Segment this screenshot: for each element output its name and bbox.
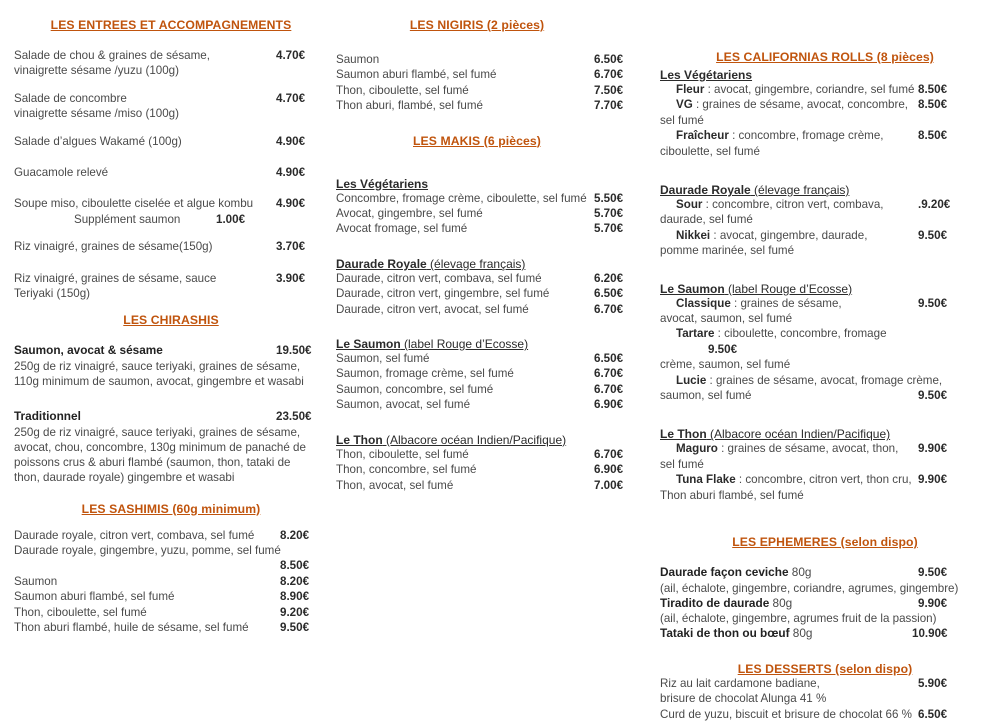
item-label: Salade de concombre <box>14 91 127 105</box>
menu-item <box>660 565 990 580</box>
group-heading <box>336 337 618 351</box>
menu-item <box>660 626 990 641</box>
item-price: 6.70€ <box>594 447 624 461</box>
menu-item-supplement <box>14 212 328 227</box>
section-heading-chirashis: LES CHIRASHIS <box>123 313 219 328</box>
item-detail: : graines de sésame, <box>730 296 842 310</box>
menu-item <box>14 543 328 558</box>
item-price: 9.90€ <box>918 442 948 456</box>
group-heading-note: (Albacore océan Indien/Pacifique) <box>706 427 891 442</box>
maki-group <box>336 337 624 413</box>
item-price: 9.50€ <box>918 228 948 242</box>
item-label: Thon, ciboulette, sel fumé <box>14 605 147 619</box>
item-label: Curd de yuzu, biscuit et brisure de chocolat 66 % <box>660 707 912 721</box>
item-label-cont: saumon, sel fumé <box>660 389 752 403</box>
menu-item <box>660 707 990 722</box>
item-label: Saumon, avocat, sel fumé <box>336 398 471 412</box>
item-label: Saumon, fromage crème, sel fumé <box>336 367 514 381</box>
section-heading-ephemeres: LES EPHEMERES (selon dispo) <box>732 535 918 550</box>
item-label: Thon, ciboulette, sel fumé <box>336 83 469 97</box>
item-price: 6.50€ <box>594 53 624 66</box>
item-label: Daurade royale, citron vert, combava, sel fumé <box>14 528 255 542</box>
california-group <box>660 282 990 404</box>
item-description: thon, daurade royale) gingembre et wasabi <box>14 471 235 485</box>
item-price: 8.90€ <box>280 590 310 604</box>
item-label: Avocat fromage, sel fumé <box>336 222 468 236</box>
item-detail: : avocat, gingembre, daurade, <box>710 228 868 242</box>
item-weight: 80g <box>789 626 813 641</box>
chirashis-list <box>14 343 328 485</box>
menu-item <box>660 228 990 243</box>
item-price: 7.70€ <box>594 99 624 113</box>
item-label: Thon, concombre, sel fumé <box>336 463 477 477</box>
item-price: 9.90€ <box>918 473 948 487</box>
item-price: 6.20€ <box>594 271 624 285</box>
item-label <box>660 626 813 640</box>
ephemeres-list <box>660 565 990 642</box>
item-label: Thon, avocat, sel fumé <box>336 478 454 492</box>
item-label: Guacamole relevé <box>14 166 109 180</box>
item-label-cont: Thon aburi flambé, sel fumé <box>660 488 804 502</box>
item-price: 5.70€ <box>594 207 624 221</box>
menu-item <box>660 596 990 611</box>
item-price: 9.90€ <box>918 596 948 610</box>
menu-item <box>336 382 624 397</box>
group-heading-name: Daurade Royale <box>336 256 427 271</box>
item-price: 9.50€ <box>280 620 310 634</box>
menu-item <box>660 472 990 487</box>
item-name: Sour <box>676 198 703 212</box>
group-heading-note: (label Rouge d’Ecosse) <box>724 281 853 296</box>
item-description: avocat, chou, concombre, 130g minimum de panaché de <box>14 440 306 454</box>
menu-item <box>336 447 624 462</box>
item-name: Traditionnel <box>14 409 81 424</box>
menu-item-price-line <box>660 342 990 357</box>
menu-item <box>14 196 328 211</box>
item-label <box>676 198 883 211</box>
menu-item <box>336 83 624 98</box>
item-detail: : graines de sésame, avocat, thon, <box>717 442 899 456</box>
california-group <box>660 183 990 259</box>
item-detail: : concombre, citron vert, thon cru, <box>735 473 912 487</box>
group-heading-name: Le Saumon <box>336 337 401 352</box>
item-price: 8.50€ <box>918 98 948 112</box>
menu-item <box>660 197 990 212</box>
menu-item <box>660 97 990 112</box>
menu-item <box>336 462 624 477</box>
item-label <box>676 297 842 310</box>
item-detail: : concombre, fromage crème, <box>728 129 884 143</box>
item-label: Riz vinaigré, graines de sésame(150g) <box>14 240 213 254</box>
item-label <box>676 374 942 387</box>
menu-item <box>336 98 624 113</box>
item-label <box>676 473 912 486</box>
group-heading-name: Le Thon <box>336 432 383 447</box>
item-detail: : avocat, gingembre, coriandre, sel fumé <box>704 83 915 96</box>
group-heading-name: Daurade Royale <box>660 183 751 198</box>
menu-item <box>660 82 990 97</box>
menu-item <box>14 605 328 620</box>
item-label: Avocat, gingembre, sel fumé <box>336 207 483 221</box>
item-label <box>676 98 908 111</box>
menu-item <box>336 478 624 493</box>
menu-item <box>336 286 624 301</box>
item-price: 9.50€ <box>918 389 948 403</box>
item-label-cont: sel fumé <box>660 113 704 127</box>
group-heading-note: (label Rouge d’Ecosse) <box>400 337 529 352</box>
item-name: Fraîcheur <box>676 129 729 143</box>
menu-item <box>14 91 328 106</box>
item-name: Tataki de thon ou bœuf <box>660 626 790 641</box>
menu-item <box>336 67 624 82</box>
item-price: 9.50€ <box>708 342 738 356</box>
item-label <box>676 129 884 142</box>
item-detail: : graines de sésame, avocat, fromage crème, <box>706 373 943 387</box>
item-label: Saumon, sel fumé <box>336 352 430 366</box>
item-label-cont: avocat, saumon, sel fumé <box>660 312 793 326</box>
menu-item <box>660 676 990 691</box>
item-detail: : ciboulette, concombre, fromage <box>714 327 887 341</box>
item-description: 250g de riz vinaigré, sauce teriyaki, graines de sésame, <box>14 359 301 373</box>
item-price: 10.90€ <box>912 627 948 641</box>
item-name: Classique <box>676 296 731 310</box>
item-label-cont: vinaigrette sésame /miso (100g) <box>14 107 179 121</box>
item-label: Daurade royale, gingembre, yuzu, pomme, sel fumé <box>14 543 281 557</box>
item-label-cont: pomme marinée, sel fumé <box>660 244 795 258</box>
item-price: 6.90€ <box>594 398 624 412</box>
group-heading <box>336 177 618 191</box>
item-price: 4.70€ <box>276 91 306 105</box>
middle-column <box>336 0 624 493</box>
menu-item-cont <box>660 388 990 403</box>
menu-item <box>14 343 328 358</box>
item-price: 19.50€ <box>276 344 312 358</box>
item-price: 7.00€ <box>594 478 624 492</box>
group-heading <box>336 433 618 447</box>
item-description: (ail, échalote, gingembre, coriandre, agrumes, gingembre) <box>660 581 959 595</box>
menu-item <box>336 302 624 317</box>
item-label: Soupe miso, ciboulette ciselée et algue kombu <box>14 197 254 211</box>
item-price: 8.20€ <box>280 574 310 588</box>
item-price: 6.70€ <box>594 302 624 316</box>
group-heading-name: Le Thon <box>660 427 707 442</box>
item-label <box>676 442 898 455</box>
item-price: 9.20€ <box>280 605 310 619</box>
group-heading <box>660 68 990 82</box>
item-price: 8.50€ <box>918 83 948 96</box>
item-price: 6.50€ <box>594 287 624 301</box>
item-label: Concombre, fromage crème, ciboulette, sel fumé <box>336 191 587 205</box>
california-group <box>660 68 990 159</box>
item-price: 8.20€ <box>280 528 310 542</box>
item-description: 250g de riz vinaigré, sauce teriyaki, graines de sésame, <box>14 425 301 439</box>
item-price: 1.00€ <box>216 212 246 226</box>
entrees-list <box>14 48 328 301</box>
item-name: VG <box>676 98 693 112</box>
item-price: 9.50€ <box>918 566 948 580</box>
item-label-cont: brisure de chocolat Alunga 41 % <box>660 692 827 706</box>
item-name: Tuna Flake <box>676 473 736 487</box>
menu-item <box>336 221 624 236</box>
item-name: Nikkei <box>676 228 711 242</box>
item-detail: : concombre, citron vert, combava, <box>702 198 884 212</box>
item-price: 8.50€ <box>918 129 948 143</box>
item-label <box>676 327 887 340</box>
group-heading <box>660 183 990 197</box>
item-price: 4.90€ <box>276 197 306 211</box>
group-heading-name: Les Végétariens <box>660 68 753 82</box>
section-heading-desserts: LES DESSERTS (selon dispo) <box>737 661 913 676</box>
menu-item <box>336 366 624 381</box>
item-price: 5.90€ <box>918 676 948 690</box>
item-name: Saumon, avocat & sésame <box>14 343 163 358</box>
group-heading <box>660 282 990 296</box>
menu-item <box>14 574 328 589</box>
group-heading <box>660 427 990 441</box>
group-heading <box>336 257 618 271</box>
group-heading-note: (élevage français) <box>750 183 850 198</box>
section-heading-sashimis: LES SASHIMIS (60g minimum) <box>81 501 261 516</box>
item-price: 6.50€ <box>594 352 624 366</box>
group-heading-note: (Albacore océan Indien/Pacifique) <box>382 432 567 447</box>
item-name: Daurade façon ceviche <box>660 565 789 580</box>
desserts-list <box>660 676 990 722</box>
menu-item <box>14 409 328 424</box>
maki-group <box>336 432 624 493</box>
menu-item <box>14 165 328 180</box>
menu-item <box>14 271 328 286</box>
menu-item <box>660 326 990 341</box>
menu-item <box>336 206 624 221</box>
item-label-cont: daurade, sel fumé <box>660 213 753 227</box>
item-label: Saumon, concombre, sel fumé <box>336 382 494 396</box>
california-group <box>660 427 990 503</box>
item-price: 6.90€ <box>594 463 624 477</box>
item-label <box>676 229 867 242</box>
item-price: 3.70€ <box>276 240 306 254</box>
maki-group <box>336 176 624 237</box>
item-weight: 80g <box>788 565 812 580</box>
item-price: 4.90€ <box>276 134 306 148</box>
menu-item <box>14 48 328 63</box>
item-price: 7.50€ <box>594 83 624 97</box>
sashimis-list <box>14 528 328 636</box>
right-column <box>660 0 990 722</box>
item-price: 23.50€ <box>276 410 312 424</box>
menu-item-price-only <box>14 558 328 573</box>
item-price: 3.90€ <box>276 271 306 285</box>
item-label: Saumon aburi flambé, sel fumé <box>14 590 175 604</box>
maki-group <box>336 256 624 317</box>
item-name: Maguro <box>676 442 718 456</box>
item-label: Thon aburi, flambé, sel fumé <box>336 99 483 113</box>
item-price: 5.70€ <box>594 222 624 236</box>
item-price: 4.90€ <box>276 166 306 180</box>
item-price: .9.20€ <box>918 198 951 212</box>
menu-item <box>336 271 624 286</box>
item-description: poissons crus & aburi flambé (saumon, thon, tataki de <box>14 456 291 470</box>
item-label: Saumon aburi flambé, sel fumé <box>336 68 497 82</box>
item-label <box>660 565 811 579</box>
item-label-cont: crème, saumon, sel fumé <box>660 358 791 372</box>
menu-item <box>660 296 990 311</box>
item-label-cont: sel fumé <box>660 457 704 471</box>
group-heading-note: (élevage français) <box>426 256 526 271</box>
item-price: 6.70€ <box>594 68 624 82</box>
menu-item <box>336 351 624 366</box>
item-name: Tartare <box>676 327 715 341</box>
group-heading-name: Le Saumon <box>660 281 725 296</box>
menu-item <box>660 128 990 143</box>
group-heading-name: Les Végétariens <box>336 176 429 191</box>
item-detail: : graines de sésame, avocat, concombre, <box>692 98 909 112</box>
item-description: (ail, échalote, gingembre, agrumes fruit de la passion) <box>660 612 937 626</box>
item-label: Riz vinaigré, graines de sésame, sauce <box>14 271 217 285</box>
item-label: Salade de chou & graines de sésame, <box>14 49 210 62</box>
menu-item <box>336 397 624 412</box>
item-price: 9.50€ <box>918 296 948 310</box>
item-label: Daurade, citron vert, combava, sel fumé <box>336 271 542 285</box>
item-label: Daurade, citron vert, gingembre, sel fumé <box>336 287 550 301</box>
item-label: Thon, ciboulette, sel fumé <box>336 447 469 461</box>
menu-item <box>336 191 624 206</box>
menu-item <box>14 528 328 543</box>
nigiris-list <box>336 52 624 114</box>
item-price: 6.70€ <box>594 367 624 381</box>
item-description: 110g minimum de saumon, avocat, gingembre et wasabi <box>14 375 304 389</box>
menu-item <box>14 620 328 635</box>
menu-item <box>660 373 990 388</box>
item-label <box>676 83 914 96</box>
menu-item <box>336 52 624 67</box>
item-label <box>660 596 792 610</box>
item-name: Lucie <box>676 373 707 387</box>
item-label-cont: Teriyaki (150g) <box>14 287 91 301</box>
item-price: 8.50€ <box>280 559 310 573</box>
item-label: Saumon <box>14 574 58 588</box>
menu-item <box>14 589 328 604</box>
item-label: Salade d’algues Wakamé (100g) <box>14 134 182 148</box>
item-label-cont: vinaigrette sésame /yuzu (100g) <box>14 64 179 78</box>
section-heading-nigiris: LES NIGIRIS (2 pièces) <box>409 18 545 32</box>
item-label-cont: ciboulette, sel fumé <box>660 144 760 158</box>
section-heading-californias: LES CALIFORNIAS ROLLS (8 pièces) <box>716 50 934 64</box>
item-label: Daurade, citron vert, avocat, sel fumé <box>336 302 529 316</box>
item-name: Fleur <box>676 83 705 96</box>
item-label: Supplément saumon <box>74 212 181 226</box>
menu-item <box>14 134 328 149</box>
menu-item <box>660 441 990 456</box>
menu-item <box>14 239 328 254</box>
item-price: 6.50€ <box>918 707 948 721</box>
section-heading-makis: LES MAKIS (6 pièces) <box>413 133 541 148</box>
item-weight: 80g <box>769 595 793 610</box>
item-label: Thon aburi flambé, huile de sésame, sel fumé <box>14 620 249 634</box>
section-heading-entrees: LES ENTREES ET ACCOMPAGNEMENTS <box>50 18 292 32</box>
item-price: 4.70€ <box>276 49 306 62</box>
item-price: 5.50€ <box>594 191 624 205</box>
item-name: Tiradito de daurade <box>660 595 770 610</box>
item-price: 6.70€ <box>594 382 624 396</box>
item-label: Riz au lait cardamone badiane, <box>660 676 820 690</box>
item-label: Saumon <box>336 53 380 66</box>
left-column <box>14 0 328 635</box>
